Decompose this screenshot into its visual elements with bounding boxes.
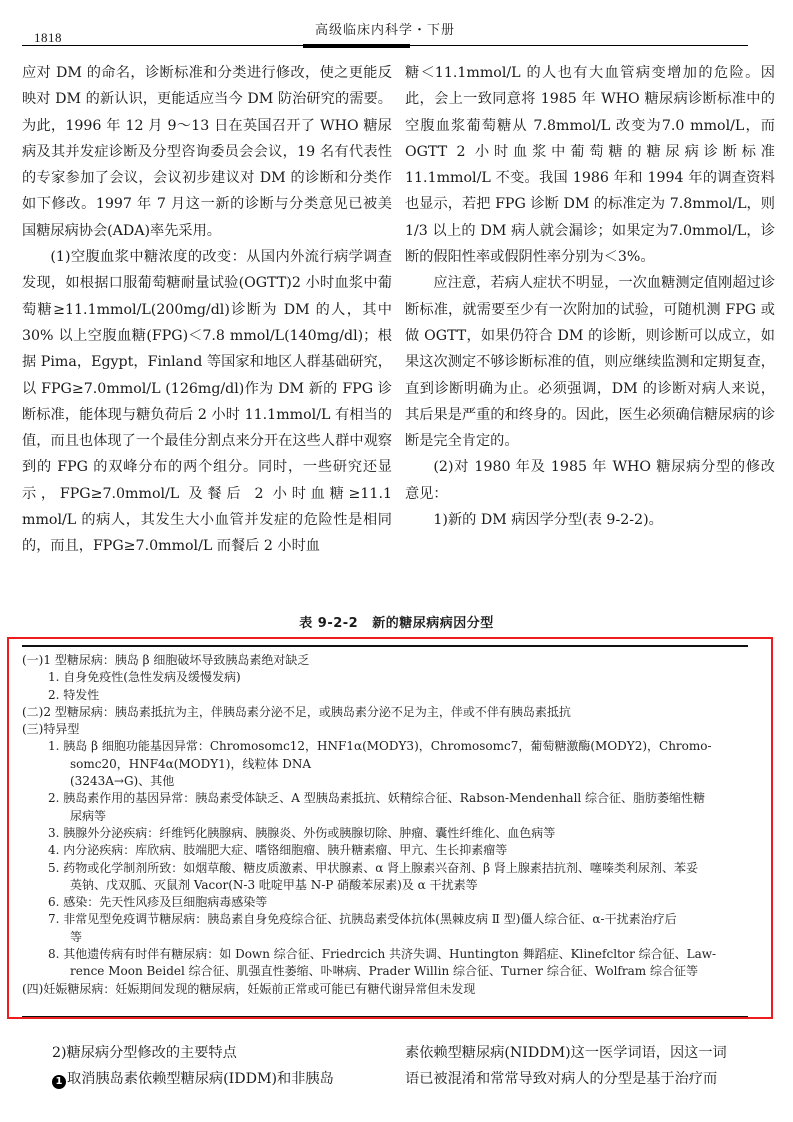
- table-row-continuation: rence Moon Beidel 综合征、肌强直性萎缩、卟啉病、Prader Willin 综合征、Turner 综合征、Wolfram 综合征等: [70, 964, 698, 979]
- table-row-category: (三)特异型: [22, 722, 80, 737]
- bottom-right-column: [405, 1040, 750, 1092]
- paragraph: 应对 DM 的命名，诊断标准和分类进行修改，使之更能反映对 DM 的新认识，更能适应当今 DM 防治研究的需要。为此，1996 年 12 月 9～13 日在英国召开了 WHO 糖尿病及其并发症诊断及分型咨询委员会会议，19 名有代表性的专家参加了会议，会议初步建议对 DM 的诊断和分类作如下修改。1997 年 7 月这一新的诊断与分类意见已被美国糖尿病协会(ADA)率先采用。: [22, 65, 392, 239]
- header-rule-accent: [303, 44, 410, 48]
- table-row-item: 7. 非常见型免疫调节糖尿病：胰岛素自身免疫综合征、抗胰岛素受体抗体(黑棘皮病 Ⅱ 型)僵人综合征、α-干扰素治疗后: [48, 912, 677, 927]
- page-number: 1818: [34, 30, 62, 45]
- paragraph: 应注意，若病人症状不明显，一次血糖测定值刚超过诊断标准，就需要至少有一次附加的试验，可随机测 FPG 或做 OGTT，如果仍符合 DM 的诊断，则诊断可以成立，如果这次测定不够诊断标准的值，则应继续监测和定期复查，直到诊断明确为止。必须强调，DM 的诊断对病人来说，其后果是严重的和终身的。因此，医生必须确信糖尿病的诊断是完全肯定的。: [405, 275, 775, 450]
- running-header: [22, 16, 748, 46]
- paragraph: (2)对 1980 年及 1985 年 WHO 糖尿病分型的修改意见：: [405, 459, 775, 502]
- table-row-item: 4. 内分泌疾病：库欣病、肢端肥大症、嗜铬细胞瘤、胰升糖素瘤、甲亢、生长抑素瘤等: [48, 843, 508, 858]
- table-row-category: (四)妊娠糖尿病：妊娠期间发现的糖尿病，妊娠前正常或可能已有糖代谢异常但未发现: [22, 981, 476, 996]
- table-row-item: 3. 胰腺外分泌疾病：纤维钙化胰腺病、胰腺炎、外伤或胰腺切除、肿瘤、囊性纤维化、血色病等: [48, 825, 556, 840]
- table-row-item: 1. 自身免疫性(急性发病及缓慢发病): [48, 670, 241, 685]
- paragraph: 糖＜11.1mmol/L 的人也有大血管病变增加的危险。因此，会上一致同意将 1985 年 WHO 糖尿病诊断标准中的空腹血浆葡萄糖从 7.8mmol/L 改变为7.0 mmol/L，而 OGTT 2 小时血浆中葡萄糖的糖尿病诊断标准 11.1mmol/L 不变。我国 1986 年和 1994 年的调查资料也显示，若把 FPG 诊断 DM 的标准定为 7.8mmol/L，则 1/3 以上的 DM 病人就会漏诊；如果定为7.0mmol/L，诊断的假阳性率或假阴性率分别为＜3%。: [405, 65, 775, 266]
- highlight-box: [7, 637, 773, 1019]
- table-row-item: 2. 特发性: [48, 687, 100, 702]
- table-row-continuation: 尿病等: [70, 808, 107, 823]
- text-line: 语已被混淆和常常导致对病人的分型是基于治疗而: [405, 1071, 718, 1087]
- table-row-category: (一)1 型糖尿病：胰岛 β 细胞破坏导致胰岛素绝对缺乏: [22, 653, 310, 667]
- circled-number-icon: 1: [52, 1075, 66, 1089]
- table-row-item: 1. 胰岛 β 细胞功能基因异常：Chromosomc12，HNF1α(MODY3)，Chromosomc7，葡萄糖激酶(MODY2)，Chromo-: [48, 739, 712, 754]
- table-row-item: 6. 感染：先天性风疹及巨细胞病毒感染等: [48, 895, 268, 910]
- numbered-point: [52, 1066, 382, 1092]
- table-row-continuation: (3243A→G)、其他: [70, 774, 175, 789]
- left-column: [22, 60, 392, 560]
- table-caption-title: 新的糖尿病病因分型: [372, 616, 494, 631]
- bottom-left-column: [52, 1040, 382, 1092]
- paragraph: (1)空腹血浆中糖浓度的改变：从国内外流行病学调查发现，如根据口服葡萄糖耐量试验(OGTT)2 小时血浆中葡萄糖≥11.1mmol/L(200mg/dl)诊断为 DM 的人，其中 30% 以上空腹血糖(FPG)＜7.8 mmol/L(140mg/dl)；根据 Pima，Egypt，Finland 等国家和地区人群基础研究，以 FPG≥7.0mmol/L (126mg/dl)作为 DM 新的 FPG 诊断标准，能体现与糖负荷后 2 小时 11.1mmol/L 有相当的值，而且也体现了一个最佳分割点来分开在这些人群中观察到的 FPG 的双峰分布的两个组分。同时，一些研究还显示，FPG≥7.0mmol/L 及餐后 2 小时血糖≥11.1 mmol/L 的病人，其发生大小血管并发症的危险性是相同的，而且，FPG≥7.0mmol/L 而餐后 2 小时血: [22, 249, 392, 555]
- table-row-continuation: 等: [70, 929, 83, 944]
- numbered-point-text: 取消胰岛素依赖型糖尿病(IDDM)和非胰岛: [67, 1071, 334, 1087]
- table-row-item: 5. 药物或化学制剂所致：如烟草酸、糖皮质激素、甲状腺素、α 肾上腺素兴奋剂、β 肾上腺素拮抗剂、噻嗪类利尿剂、苯妥: [48, 860, 698, 875]
- paragraph: 1)新的 DM 病因学分型(表 9-2-2)。: [433, 512, 663, 529]
- table-row-item: 8. 其他遗传病有时伴有糖尿病：如 Down 综合征、Friedrcich 共济失调、Huntington 舞蹈症、Klinefcltor 综合征、Law-: [48, 947, 717, 962]
- table-row-item: 2. 胰岛素作用的基因异常：胰岛素受体缺乏、A 型胰岛素抵抗、妖精综合征、Rabson-Mendenhall 综合征、脂肪萎缩性糖: [48, 791, 706, 806]
- book-title: 高级临床内科学・下册: [314, 23, 455, 38]
- table-row-category: (二)2 型糖尿病：胰岛素抵抗为主，伴胰岛素分泌不足，或胰岛素分泌不足为主，伴或不伴有胰岛素抵抗: [22, 704, 571, 719]
- table-caption-number: 表 9-2-2: [299, 616, 359, 631]
- text-line: 素依赖型糖尿病(NIDDM)这一医学词语，因这一词: [405, 1045, 727, 1061]
- right-column: [405, 60, 775, 533]
- table-caption: [0, 612, 793, 631]
- table-row-continuation: 英钠、戊双胍、灭鼠剂 Vacor(N-3 吡啶甲基 N-P 硝酸苯尿素)及 α 干扰素等: [70, 877, 478, 892]
- section-heading: 2)糖尿病分型修改的主要特点: [52, 1045, 237, 1061]
- table-row-continuation: somc20，HNF4α(MODY1)，线粒体 DNA: [70, 756, 312, 771]
